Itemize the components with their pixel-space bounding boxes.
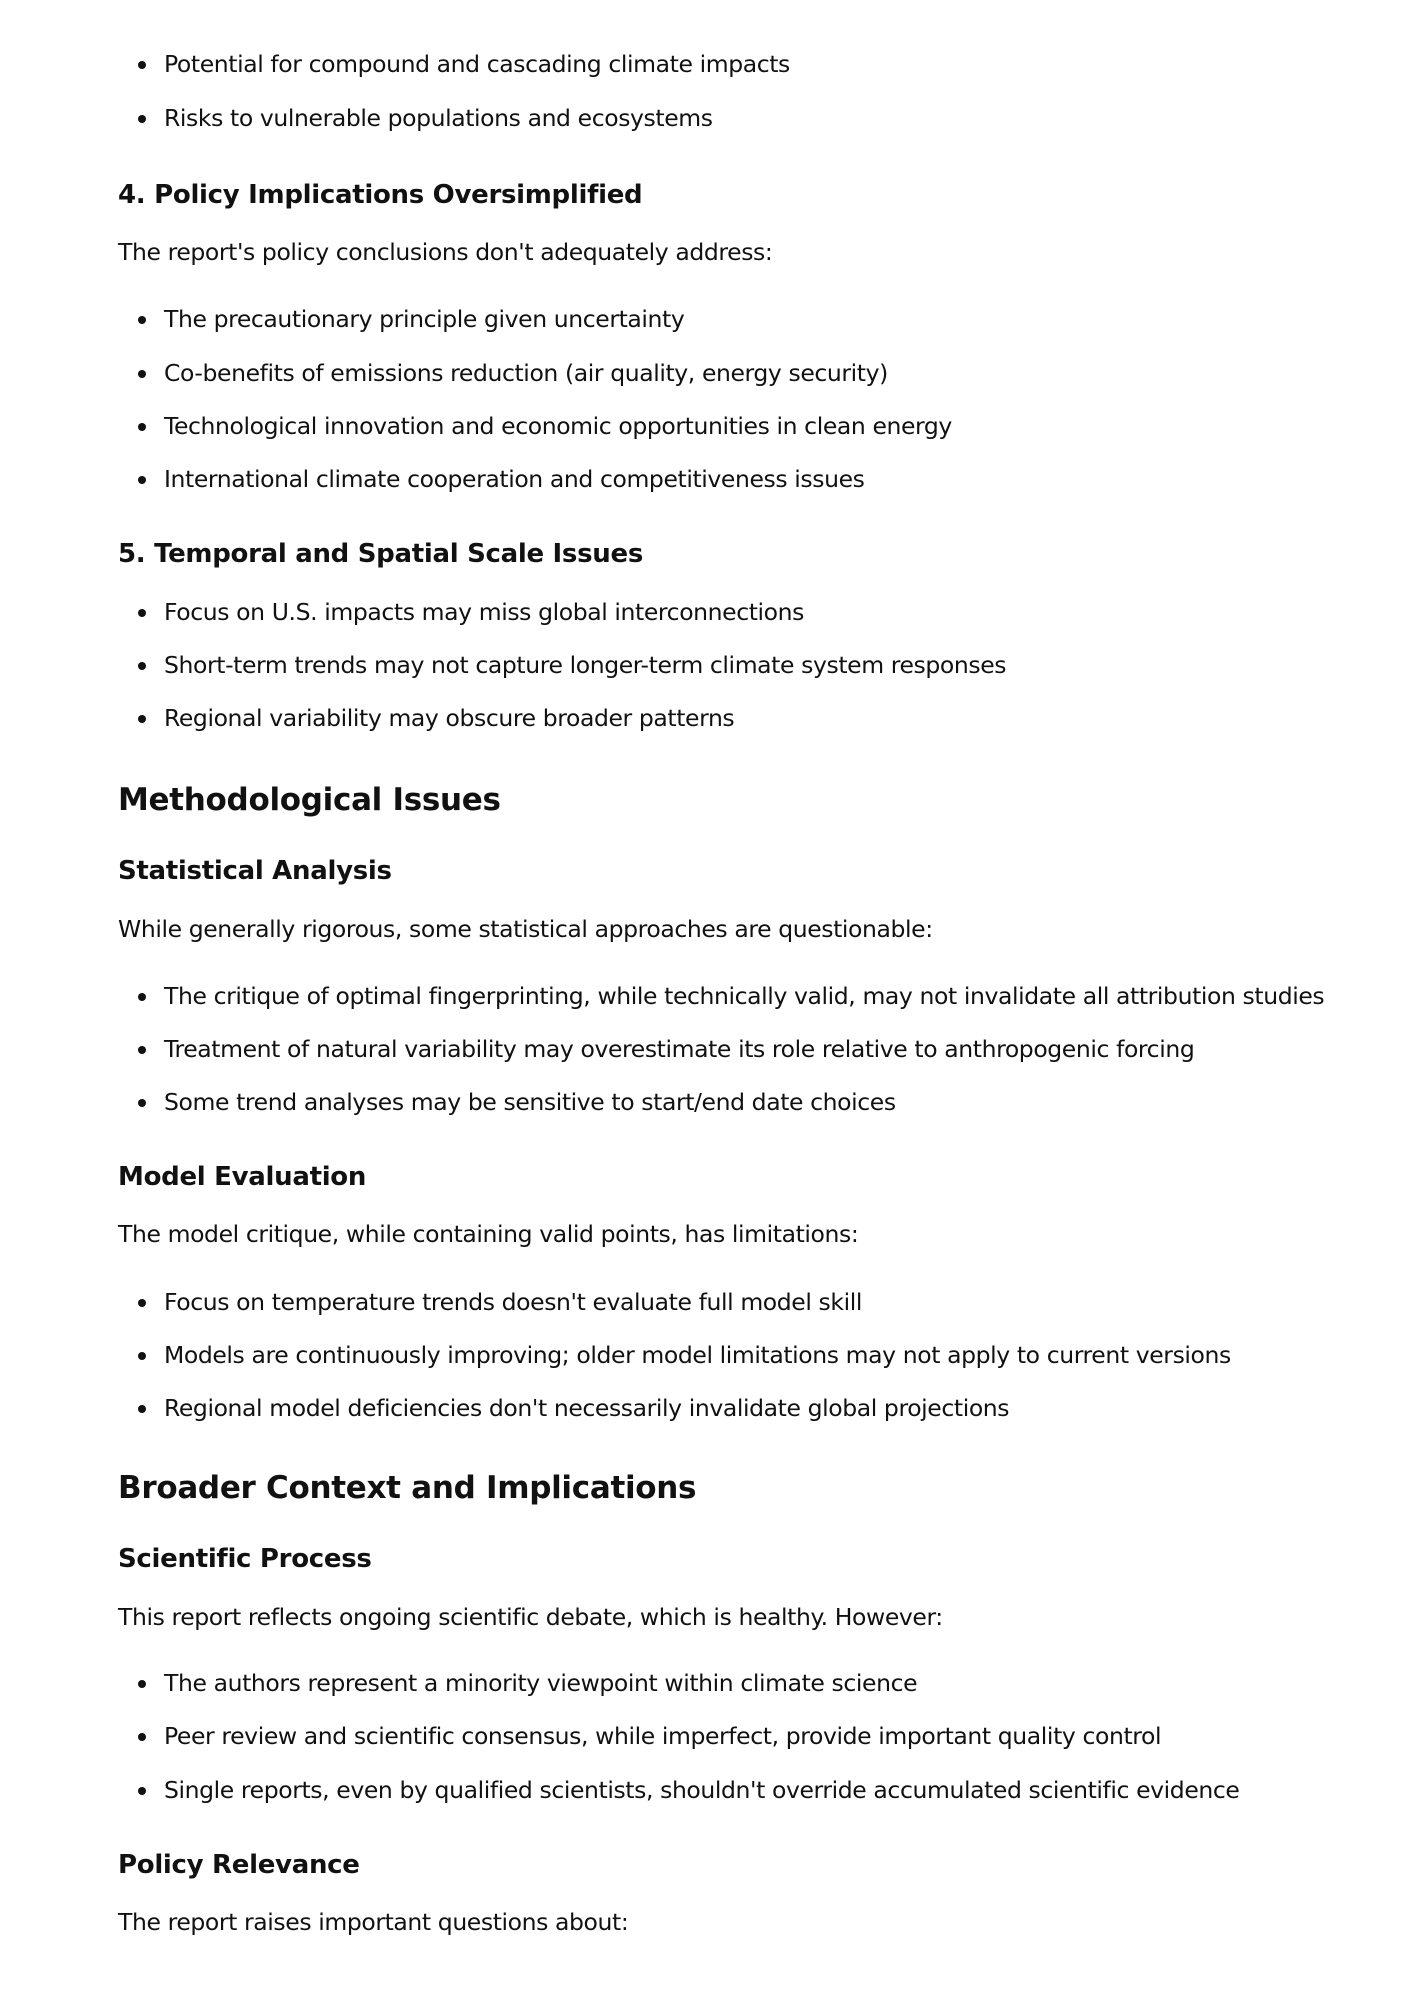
section-4-heading: 4. Policy Implications Oversimplified — [118, 180, 643, 210]
methodological-issues-heading: Methodological Issues — [118, 782, 501, 818]
list-item: Risks to vulnerable populations and ecosystems — [118, 103, 790, 133]
list-item: Treatment of natural variability may overestimate its role relative to anthropogenic forcing — [118, 1034, 1324, 1064]
list-item: Models are continuously improving; older model limitations may not apply to current versions — [118, 1340, 1231, 1370]
scientific-process-heading: Scientific Process — [118, 1544, 372, 1574]
list-item: Technological innovation and economic opportunities in clean energy — [118, 411, 952, 441]
statistical-analysis-list — [118, 981, 1324, 1117]
list-item: Some trend analyses may be sensitive to start/end date choices — [118, 1087, 1324, 1117]
list-item: The authors represent a minority viewpoint within climate science — [118, 1668, 1239, 1698]
statistical-analysis-heading: Statistical Analysis — [118, 856, 392, 886]
list-item: Potential for compound and cascading climate impacts — [118, 49, 790, 79]
statistical-analysis-lead: While generally rigorous, some statistical approaches are questionable: — [118, 915, 933, 943]
section-4-lead: The report's policy conclusions don't adequately address: — [118, 238, 773, 266]
model-evaluation-heading: Model Evaluation — [118, 1162, 367, 1192]
list-item: Focus on U.S. impacts may miss global interconnections — [118, 597, 1006, 627]
list-item: Peer review and scientific consensus, while imperfect, provide important quality control — [118, 1721, 1239, 1751]
scientific-process-lead: This report reflects ongoing scientific debate, which is healthy. However: — [118, 1603, 943, 1631]
policy-relevance-lead: The report raises important questions about: — [118, 1908, 629, 1936]
list-item: The precautionary principle given uncertainty — [118, 304, 952, 334]
list-item: The critique of optimal fingerprinting, while technically valid, may not invalidate all attribution studies — [118, 981, 1324, 1011]
policy-relevance-heading: Policy Relevance — [118, 1850, 360, 1880]
scientific-process-list — [118, 1668, 1239, 1805]
section-5-list — [118, 597, 1006, 733]
list-item: Regional model deficiencies don't necessarily invalidate global projections — [118, 1393, 1231, 1423]
list-item: Focus on temperature trends doesn't evaluate full model skill — [118, 1287, 1231, 1317]
list-item: Regional variability may obscure broader patterns — [118, 703, 1006, 733]
list-item: Co-benefits of emissions reduction (air quality, energy security) — [118, 358, 952, 388]
section-5-heading: 5. Temporal and Spatial Scale Issues — [118, 539, 644, 569]
model-evaluation-lead: The model critique, while containing valid points, has limitations: — [118, 1220, 859, 1248]
section-4-list — [118, 304, 952, 494]
list-item: International climate cooperation and competitiveness issues — [118, 464, 952, 494]
intro-list — [118, 49, 790, 133]
list-item: Short-term trends may not capture longer-term climate system responses — [118, 650, 1006, 680]
broader-context-heading: Broader Context and Implications — [118, 1470, 697, 1506]
list-item: Single reports, even by qualified scientists, shouldn't override accumulated scientific evidence — [118, 1775, 1239, 1805]
model-evaluation-list — [118, 1287, 1231, 1423]
